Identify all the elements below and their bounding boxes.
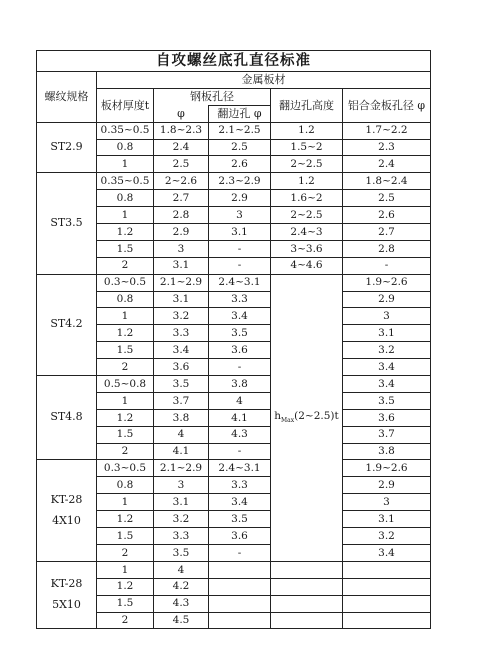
flange-height-cell <box>271 612 343 629</box>
formula-suffix: (2~2.5)t <box>294 410 339 423</box>
steel-hole-cell: 4.5 <box>154 612 209 629</box>
thread-spec-cell: KT-28 5X10 <box>37 561 97 629</box>
alu-hole-cell: 3.1 <box>343 325 431 342</box>
flange-height-header: 翻边孔高度 <box>271 88 343 122</box>
alu-hole-cell: 2.7 <box>343 224 431 241</box>
thickness-cell: 0.35~0.5 <box>97 173 154 190</box>
flange-hole-cell: 3.8 <box>209 376 271 393</box>
thickness-cell: 0.8 <box>97 477 154 494</box>
alu-hole-cell: 3.2 <box>343 528 431 545</box>
steel-hole-cell: 4.2 <box>154 578 209 595</box>
steel-hole-cell: 3.7 <box>154 392 209 409</box>
thickness-cell: 1.2 <box>97 578 154 595</box>
formula-prefix: h <box>274 410 282 423</box>
thickness-cell: 1 <box>97 207 154 224</box>
flange-hole-cell: 3.3 <box>209 291 271 308</box>
sheet-thickness-header: 板材厚度t <box>97 88 154 122</box>
alu-hole-cell: 3.1 <box>343 511 431 528</box>
flange-hole-cell: 2.4~3.1 <box>209 274 271 291</box>
steel-hole-cell: 2.8 <box>154 207 209 224</box>
flange-height-cell: 1.5~2 <box>271 139 343 156</box>
flange-height-cell: 3~3.6 <box>271 240 343 257</box>
thickness-cell: 1 <box>97 392 154 409</box>
table-row <box>37 291 431 308</box>
thickness-cell: 1.5 <box>97 595 154 612</box>
flange-hole-cell <box>209 578 271 595</box>
table-row <box>37 409 431 426</box>
steel-hole-cell: 3.1 <box>154 291 209 308</box>
alu-hole-cell: 2.3 <box>343 139 431 156</box>
alu-hole-cell: 1.9~2.6 <box>343 274 431 291</box>
table-row <box>37 274 431 291</box>
alu-hole-cell: 2.9 <box>343 477 431 494</box>
flange-hole-cell: - <box>209 443 271 460</box>
alu-hole-cell: 3.7 <box>343 426 431 443</box>
thread-spec-cell: ST3.5 <box>37 173 97 274</box>
flange-hole-cell: 4 <box>209 392 271 409</box>
table-row <box>37 173 431 190</box>
table-row <box>37 139 431 156</box>
alu-hole-cell: - <box>343 257 431 274</box>
steel-hole-cell: 3.2 <box>154 308 209 325</box>
alu-hole-cell: 3.4 <box>343 544 431 561</box>
steel-hole-cell: 2.4 <box>154 139 209 156</box>
steel-hole-cell: 4.3 <box>154 595 209 612</box>
thread-spec-cell: ST2.9 <box>37 122 97 173</box>
table-row <box>37 544 431 561</box>
table-row <box>37 460 431 477</box>
steel-hole-cell: 1.8~2.3 <box>154 122 209 139</box>
flange-hole-cell: - <box>209 544 271 561</box>
flange-hole-cell: 3.6 <box>209 342 271 359</box>
thickness-cell: 0.8 <box>97 291 154 308</box>
phi-header: φ <box>154 105 209 122</box>
steel-hole-cell: 3.2 <box>154 511 209 528</box>
alu-hole-cell: 1.8~2.4 <box>343 173 431 190</box>
flange-hole-cell: 2.6 <box>209 156 271 173</box>
table-row <box>37 359 431 376</box>
flange-height-formula-cell <box>271 274 343 561</box>
thickness-cell: 1 <box>97 494 154 511</box>
flange-hole-cell: 2.4~3.1 <box>209 460 271 477</box>
steel-hole-cell: 3.6 <box>154 359 209 376</box>
thickness-cell: 1.2 <box>97 409 154 426</box>
alu-hole-cell: 3.4 <box>343 359 431 376</box>
steel-hole-cell: 3 <box>154 477 209 494</box>
thread-spec-header: 螺纹规格 <box>37 72 97 123</box>
table-row <box>37 122 431 139</box>
thickness-cell: 1.5 <box>97 426 154 443</box>
table-row <box>37 477 431 494</box>
table-row <box>37 392 431 409</box>
steel-hole-cell: 3.3 <box>154 325 209 342</box>
standard-table <box>36 50 431 629</box>
flange-height-cell <box>271 561 343 578</box>
table-row <box>37 443 431 460</box>
thickness-cell: 2 <box>97 612 154 629</box>
flange-hole-cell <box>209 595 271 612</box>
flange-height-cell: 2~2.5 <box>271 156 343 173</box>
alu-hole-cell: 2.6 <box>343 207 431 224</box>
steel-hole-cell: 3.4 <box>154 342 209 359</box>
steel-hole-cell: 2.7 <box>154 190 209 207</box>
header-row <box>37 88 431 105</box>
flange-hole-cell: 4.3 <box>209 426 271 443</box>
metal-sheet-header: 金属板材 <box>97 72 431 89</box>
steel-hole-cell: 2.5 <box>154 156 209 173</box>
thickness-cell: 1.5 <box>97 342 154 359</box>
flange-hole-cell: 3.6 <box>209 528 271 545</box>
alu-hole-cell: 3.6 <box>343 409 431 426</box>
steel-hole-cell: 3.8 <box>154 409 209 426</box>
thread-spec-cell: KT-28 4X10 <box>37 460 97 561</box>
steel-hole-cell: 4 <box>154 561 209 578</box>
table-row <box>37 528 431 545</box>
flange-height-cell <box>271 595 343 612</box>
formula-subscript: Max <box>281 417 295 425</box>
flange-hole-header: 翻边孔 φ <box>209 105 271 122</box>
alu-hole-cell: 1.9~2.6 <box>343 460 431 477</box>
table-title: 自攻螺丝底孔直径标准 <box>37 51 431 72</box>
thickness-cell: 1.5 <box>97 528 154 545</box>
flange-hole-cell: - <box>209 257 271 274</box>
flange-height-cell <box>271 578 343 595</box>
thickness-cell: 2 <box>97 359 154 376</box>
title-row <box>37 51 431 72</box>
table-row <box>37 376 431 393</box>
table-row <box>37 342 431 359</box>
alu-hole-cell: 3.4 <box>343 376 431 393</box>
steel-hole-cell: 4 <box>154 426 209 443</box>
thickness-cell: 1.2 <box>97 224 154 241</box>
thickness-cell: 0.8 <box>97 139 154 156</box>
table-row <box>37 156 431 173</box>
flange-hole-cell: 3.3 <box>209 477 271 494</box>
flange-hole-cell: 3.5 <box>209 511 271 528</box>
alu-hole-cell: 3 <box>343 494 431 511</box>
flange-height-cell: 2.4~3 <box>271 224 343 241</box>
flange-hole-cell: - <box>209 240 271 257</box>
alu-hole-cell <box>343 578 431 595</box>
flange-height-cell: 1.6~2 <box>271 190 343 207</box>
steel-hole-cell: 2.9 <box>154 224 209 241</box>
table-row <box>37 578 431 595</box>
alu-hole-cell <box>343 561 431 578</box>
alu-hole-cell <box>343 595 431 612</box>
alu-hole-cell <box>343 612 431 629</box>
table-row <box>37 595 431 612</box>
table-row <box>37 561 431 578</box>
steel-hole-cell: 2.1~2.9 <box>154 460 209 477</box>
thickness-cell: 1 <box>97 561 154 578</box>
alu-hole-header: 铝合金板孔径 φ <box>343 88 431 122</box>
flange-height-cell: 1.2 <box>271 122 343 139</box>
alu-hole-cell: 3 <box>343 308 431 325</box>
thickness-cell: 0.3~0.5 <box>97 460 154 477</box>
alu-hole-cell: 3.5 <box>343 392 431 409</box>
thickness-cell: 0.5~0.8 <box>97 376 154 393</box>
thickness-cell: 1.5 <box>97 240 154 257</box>
flange-height-cell: 2~2.5 <box>271 207 343 224</box>
flange-hole-cell <box>209 612 271 629</box>
steel-hole-cell: 3.1 <box>154 257 209 274</box>
table-row <box>37 426 431 443</box>
thickness-cell: 1.2 <box>97 511 154 528</box>
flange-hole-cell: 3 <box>209 207 271 224</box>
table-row <box>37 511 431 528</box>
flange-hole-cell: 2.1~2.5 <box>209 122 271 139</box>
table-row <box>37 190 431 207</box>
flange-hole-cell: 3.1 <box>209 224 271 241</box>
steel-hole-cell: 2.1~2.9 <box>154 274 209 291</box>
thread-spec-cell: ST4.8 <box>37 376 97 460</box>
alu-hole-cell: 3.8 <box>343 443 431 460</box>
thickness-cell: 2 <box>97 443 154 460</box>
alu-hole-cell: 1.7~2.2 <box>343 122 431 139</box>
flange-height-cell: 1.2 <box>271 173 343 190</box>
table-row <box>37 207 431 224</box>
flange-hole-cell: 4.1 <box>209 409 271 426</box>
table-row <box>37 308 431 325</box>
flange-hole-cell: 2.9 <box>209 190 271 207</box>
flange-hole-cell: 3.5 <box>209 325 271 342</box>
steel-hole-cell: 3.1 <box>154 494 209 511</box>
thread-spec-cell: ST4.2 <box>37 274 97 375</box>
flange-height-cell: 4~4.6 <box>271 257 343 274</box>
table-row <box>37 494 431 511</box>
thickness-cell: 1 <box>97 308 154 325</box>
flange-hole-cell: 2.3~2.9 <box>209 173 271 190</box>
flange-hole-cell: - <box>209 359 271 376</box>
thickness-cell: 0.8 <box>97 190 154 207</box>
steel-hole-cell: 3.3 <box>154 528 209 545</box>
thickness-cell: 2 <box>97 544 154 561</box>
table-row <box>37 325 431 342</box>
steel-hole-cell: 3.5 <box>154 376 209 393</box>
alu-hole-cell: 2.4 <box>343 156 431 173</box>
steel-hole-cell: 4.1 <box>154 443 209 460</box>
steel-hole-cell: 3 <box>154 240 209 257</box>
thickness-cell: 1 <box>97 156 154 173</box>
thickness-cell: 1.2 <box>97 325 154 342</box>
table-row <box>37 257 431 274</box>
steel-hole-cell: 3.5 <box>154 544 209 561</box>
steel-hole-header: 钢板孔径 <box>154 88 271 105</box>
table-row <box>37 612 431 629</box>
alu-hole-cell: 2.8 <box>343 240 431 257</box>
flange-hole-cell: 3.4 <box>209 494 271 511</box>
steel-hole-cell: 2~2.6 <box>154 173 209 190</box>
alu-hole-cell: 2.9 <box>343 291 431 308</box>
table-row <box>37 224 431 241</box>
flange-hole-cell <box>209 561 271 578</box>
table-row <box>37 240 431 257</box>
flange-hole-cell: 2.5 <box>209 139 271 156</box>
alu-hole-cell: 3.2 <box>343 342 431 359</box>
flange-hole-cell: 3.4 <box>209 308 271 325</box>
thickness-cell: 0.35~0.5 <box>97 122 154 139</box>
header-row <box>37 72 431 89</box>
thickness-cell: 0.3~0.5 <box>97 274 154 291</box>
thickness-cell: 2 <box>97 257 154 274</box>
alu-hole-cell: 2.5 <box>343 190 431 207</box>
